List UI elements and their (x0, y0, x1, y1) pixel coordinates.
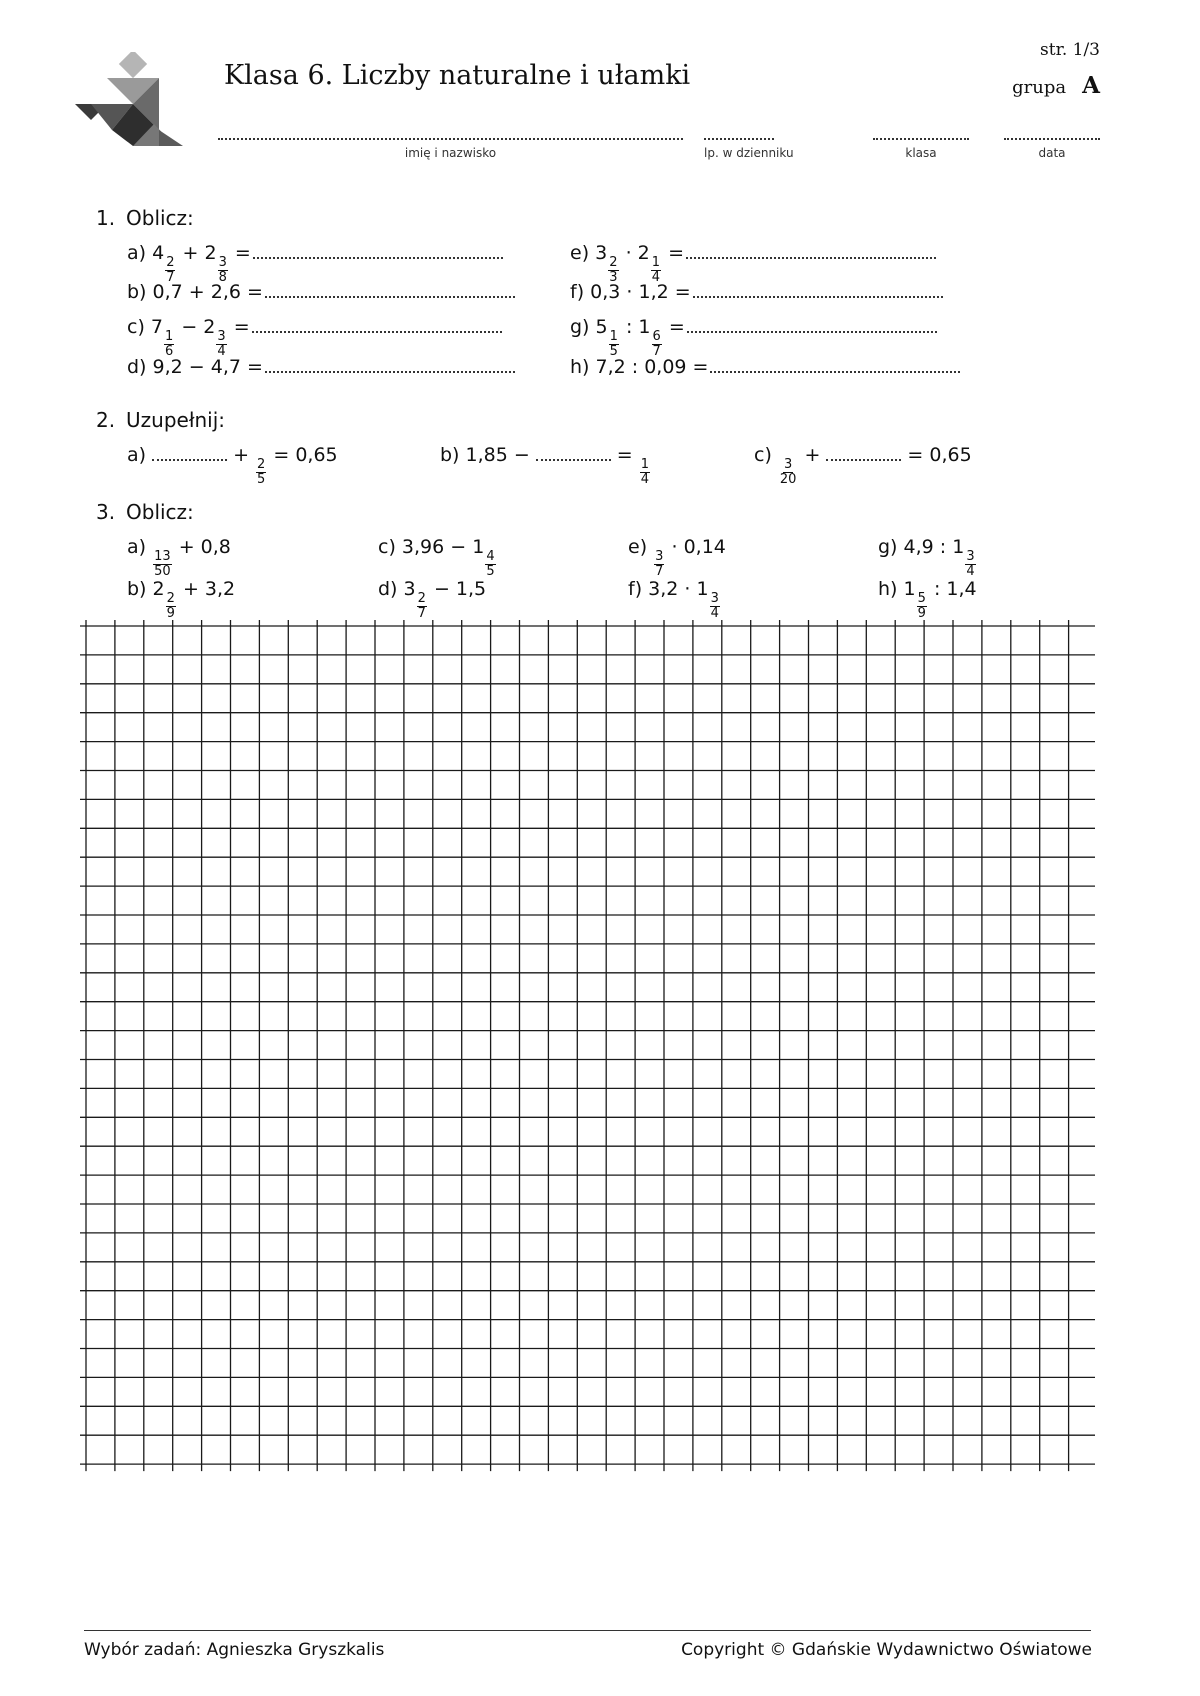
denominator: 8 (218, 270, 227, 286)
task-instruction: Oblicz: (126, 206, 194, 230)
group-indicator (1012, 72, 1100, 99)
answer-line[interactable] (686, 243, 936, 259)
fraction (654, 550, 664, 580)
date-field[interactable] (1004, 118, 1100, 160)
task-3h (878, 578, 977, 622)
task-3b (127, 578, 235, 622)
item-label: f) (570, 281, 585, 303)
numerator: 3 (966, 549, 975, 565)
numerator: 4 (486, 549, 495, 565)
item-label: g) (570, 316, 590, 338)
denominator: 6 (165, 344, 174, 360)
task-1e (570, 242, 936, 286)
expression: : 1,4 (933, 578, 977, 600)
fraction (710, 592, 720, 622)
numerator: 1 (165, 329, 174, 345)
footer-author: Wybór zadań: Agnieszka Gryszkalis (84, 1640, 385, 1660)
denominator: 5 (257, 472, 266, 488)
task-3a (127, 536, 231, 580)
item-label: d) (127, 356, 147, 378)
expression: 9,2 − 4,7 = (152, 356, 263, 378)
task-2b (440, 444, 651, 488)
squared-grid[interactable] (80, 620, 1095, 1490)
task-2-heading (96, 408, 225, 432)
expression: − 1,5 (433, 578, 487, 600)
fraction (256, 458, 266, 488)
denominator: 4 (651, 270, 661, 286)
numerator: 2 (166, 591, 175, 607)
numerator: 2 (257, 457, 266, 473)
task-1a (127, 242, 503, 286)
answer-line[interactable] (252, 317, 502, 333)
numerator: 1 (651, 255, 661, 271)
numerator: 2 (166, 255, 175, 271)
task-number: 2. (96, 408, 116, 432)
task-1-heading (96, 206, 194, 230)
fraction (485, 550, 495, 580)
publisher-logo (75, 52, 185, 147)
denominator: 4 (217, 344, 226, 360)
numerator: 5 (917, 591, 926, 607)
equals-sign: = (616, 444, 633, 466)
denominator: 9 (166, 606, 175, 622)
task-1c (127, 316, 502, 360)
expression: 1,85 − (465, 444, 530, 466)
date-field-label: data (1038, 146, 1066, 160)
task-1d (127, 356, 515, 378)
expression: · 0,14 (671, 536, 726, 558)
name-dotted-line[interactable] (218, 118, 683, 140)
numerator: 3 (784, 457, 793, 473)
denominator: 4 (640, 472, 650, 488)
register-number-field[interactable] (704, 118, 794, 160)
numerator: 3 (217, 329, 226, 345)
item-label: b) (127, 578, 147, 600)
operator: + (233, 444, 249, 466)
task-1f (570, 281, 943, 303)
denominator: 7 (652, 344, 661, 360)
whole-part: 3 (595, 242, 608, 264)
page-title: Klasa 6. Liczby naturalne i ułamki (224, 60, 691, 91)
expression: + 0,8 (178, 536, 231, 558)
task-3-heading (96, 500, 194, 524)
equals-sign: = (234, 242, 251, 264)
page-number: str. 1/3 (1040, 40, 1100, 60)
item-label: c) (378, 536, 396, 558)
task-3d (378, 578, 486, 622)
class-field[interactable] (873, 118, 969, 160)
name-field[interactable] (218, 118, 683, 160)
group-letter: A (1082, 72, 1100, 99)
operator: + (804, 444, 821, 466)
expression: 3,2 · 1 (648, 578, 709, 600)
whole-part: 1 (903, 578, 916, 600)
numerator: 2 (609, 255, 618, 271)
item-label: e) (628, 536, 648, 558)
numerator: 2 (417, 591, 426, 607)
item-label: a) (127, 242, 147, 264)
whole-part: 7 (150, 316, 163, 338)
expression: 0,3 · 1,2 = (590, 281, 691, 303)
date-dotted-line[interactable] (1004, 118, 1100, 140)
item-label: a) (127, 536, 147, 558)
numerator: 3 (710, 591, 719, 607)
whole-part: 2 (203, 316, 216, 338)
denominator: 4 (710, 606, 719, 622)
denominator: 50 (154, 564, 171, 580)
operator: : (625, 316, 633, 338)
expression: 4,9 : 1 (903, 536, 965, 558)
item-label: b) (127, 281, 147, 303)
task-3g (878, 536, 977, 580)
denominator: 5 (486, 564, 495, 580)
task-2a (127, 444, 338, 488)
item-label: g) (878, 536, 898, 558)
class-dotted-line[interactable] (873, 118, 969, 140)
fraction (779, 458, 798, 488)
answer-line[interactable] (687, 317, 937, 333)
whole-part: 2 (637, 242, 650, 264)
answer-line[interactable] (265, 282, 515, 298)
numerator: 1 (609, 329, 618, 345)
denominator: 4 (966, 564, 975, 580)
denominator: 7 (166, 270, 175, 286)
task-number: 3. (96, 500, 116, 524)
numerator: 13 (154, 549, 171, 565)
answer-line[interactable] (265, 357, 515, 373)
footer-rule (84, 1630, 1091, 1631)
item-label: e) (570, 242, 590, 264)
register-number-field-label: lp. w dzienniku (704, 146, 794, 160)
denominator: 3 (609, 270, 618, 286)
task-3f (628, 578, 721, 622)
task-3c (378, 536, 497, 580)
task-1g (570, 316, 937, 360)
whole-part: 3 (403, 578, 416, 600)
task-instruction: Oblicz: (126, 500, 194, 524)
class-field-label: klasa (905, 146, 937, 160)
fraction (166, 592, 176, 622)
equals-sign: = (668, 242, 685, 264)
item-label: a) (127, 444, 147, 466)
item-label: f) (628, 578, 643, 600)
item-label: b) (440, 444, 460, 466)
task-1b (127, 281, 515, 303)
fraction (965, 550, 975, 580)
numerator: 3 (218, 255, 227, 271)
operator: + (182, 242, 199, 264)
item-label: h) (878, 578, 898, 600)
denominator: 7 (417, 606, 426, 622)
expression: + 3,2 (182, 578, 236, 600)
task-2c (754, 444, 972, 488)
task-1h (570, 356, 960, 378)
item-label: c) (754, 444, 772, 466)
whole-part: 2 (152, 578, 165, 600)
answer-line[interactable] (710, 357, 960, 373)
task-instruction: Uzupełnij: (126, 408, 226, 432)
expression: = 0,65 (907, 444, 972, 466)
task-3e (628, 536, 726, 580)
whole-part: 5 (595, 316, 608, 338)
task-number: 1. (96, 206, 116, 230)
group-label: grupa (1012, 77, 1067, 98)
whole-part: 1 (638, 316, 651, 338)
answer-line[interactable] (693, 282, 943, 298)
expression: 0,7 + 2,6 = (152, 281, 263, 303)
numerator: 1 (640, 457, 650, 473)
numerator: 3 (655, 549, 664, 565)
answer-line[interactable] (253, 243, 503, 259)
fraction (917, 592, 927, 622)
denominator: 5 (609, 344, 618, 360)
item-label: c) (127, 316, 145, 338)
fraction (640, 458, 650, 488)
whole-part: 2 (204, 242, 217, 264)
whole-part: 4 (152, 242, 165, 264)
expression: 7,2 : 0,09 = (595, 356, 709, 378)
fill-in-blank[interactable] (826, 447, 901, 461)
operator: − (181, 316, 198, 338)
fill-in-blank[interactable] (152, 447, 227, 461)
item-label: d) (378, 578, 398, 600)
denominator: 7 (655, 564, 664, 580)
equals-sign: = (233, 316, 250, 338)
name-field-label: imię i nazwisko (404, 146, 497, 160)
fill-in-blank[interactable] (536, 447, 611, 461)
fraction (417, 592, 427, 622)
denominator: 9 (917, 606, 926, 622)
operator: · (625, 242, 632, 264)
item-label: h) (570, 356, 590, 378)
numerator: 6 (652, 329, 661, 345)
expression: = 0,65 (273, 444, 338, 466)
expression: 3,96 − 1 (401, 536, 485, 558)
register-number-dotted-line[interactable] (704, 118, 774, 140)
fraction (153, 550, 172, 580)
equals-sign: = (668, 316, 685, 338)
footer-copyright: Copyright © Gdańskie Wydawnictwo Oświatowe (681, 1640, 1092, 1660)
denominator: 20 (779, 472, 797, 488)
